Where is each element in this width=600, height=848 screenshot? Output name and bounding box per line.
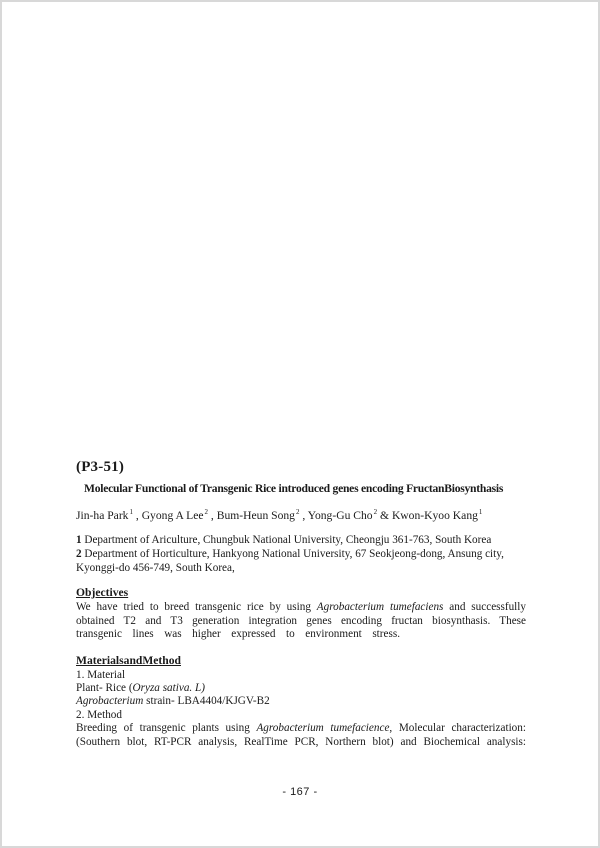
author-affil-mark: 2 bbox=[295, 508, 300, 516]
page-number: - 167 - bbox=[282, 786, 318, 798]
author-affil-mark: 2 bbox=[204, 508, 209, 516]
author-name: Kwon-Kyoo Kang bbox=[391, 509, 478, 522]
paper-title: Molecular Functional of Transgenic Rice introduced genes encoding FructanBiosynthasis bbox=[84, 482, 504, 495]
methods-line-3: Agrobacterium strain- LBA4404/KJGV-B2 bbox=[76, 695, 270, 707]
author-separator: , bbox=[132, 509, 142, 522]
objectives-line-3: transgenic lines was higher expressed to environment stress. bbox=[76, 628, 400, 640]
affiliation-text: Department of Ariculture, Chungbuk National University, Cheongju 361-763, South Korea bbox=[84, 534, 492, 546]
methods-line-6: (Southern blot, RT-PCR analysis, RealTime PCR, Northern blot) and Biochemical analysis: bbox=[76, 736, 526, 748]
author-separator: , bbox=[208, 509, 217, 522]
affiliation-text: Department of Horticulture, Hankyong National University, 67 Seokjeong-dong, Ansung city, bbox=[84, 548, 504, 560]
author-affil-mark: 2 bbox=[373, 508, 378, 516]
author-name: Yong-Gu Cho bbox=[307, 509, 373, 522]
author-affil-mark: 1 bbox=[478, 508, 483, 516]
methods-line-4: 2. Method bbox=[76, 709, 122, 721]
affiliation-2 bbox=[76, 548, 504, 560]
author-name: Bum-Heun Song bbox=[216, 509, 295, 522]
author-name: Gyong A Lee bbox=[141, 509, 204, 522]
objectives-line-2: obtained T2 and T3 generation integration genes encoding fructan biosynthasis. These bbox=[76, 615, 526, 627]
author-separator: & bbox=[377, 509, 392, 522]
author-list bbox=[76, 508, 482, 522]
methods-line-2: Plant- Rice (Oryza sativa. L) bbox=[76, 682, 205, 694]
affiliation-2-cont bbox=[76, 562, 235, 574]
methods-line-1: 1. Material bbox=[76, 669, 126, 681]
methods-line-5: Breeding of transgenic plants using Agrobacterium tumefacience, Molecular characterization: bbox=[76, 722, 526, 734]
affiliation-number: 1 bbox=[76, 534, 82, 546]
author-affil-mark: 1 bbox=[129, 508, 133, 516]
author-name: Jin-ha Park bbox=[76, 509, 129, 522]
methods-heading: MaterialsandMethod bbox=[76, 654, 181, 667]
author-separator: , bbox=[299, 509, 308, 522]
affiliation-text: Kyonggi-do 456-749, South Korea, bbox=[76, 562, 235, 574]
objectives-heading: Objectives bbox=[76, 586, 129, 599]
affiliation-1 bbox=[76, 534, 491, 546]
objectives-line-1: We have tried to breed transgenic rice by using Agrobacterium tumefaciens and successfully bbox=[76, 601, 526, 613]
affiliation-number: 2 bbox=[76, 548, 82, 560]
poster-code: (P3-51) bbox=[76, 459, 125, 475]
